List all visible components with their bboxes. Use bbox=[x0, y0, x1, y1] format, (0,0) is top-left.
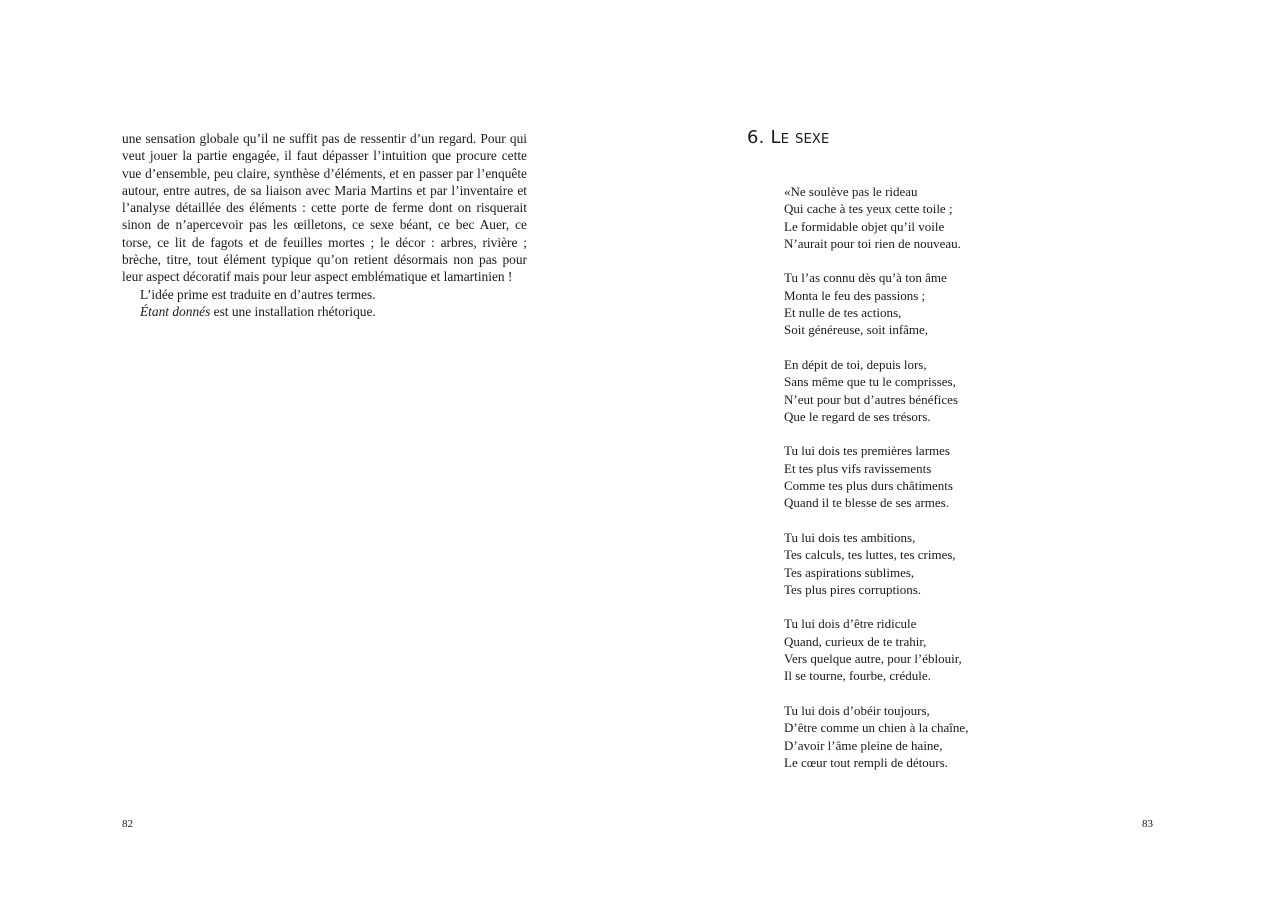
poem-stanza bbox=[784, 269, 968, 338]
poem-line: Il se tourne, fourbe, crédule. bbox=[784, 668, 931, 684]
poem-line: Le cœur tout rempli de détours. bbox=[784, 754, 948, 770]
poem-line: Tu l’as connu dès qu’à ton âme bbox=[784, 270, 947, 286]
prose-paragraph bbox=[122, 303, 527, 320]
poem-line: Quand, curieux de te trahir, bbox=[784, 633, 927, 649]
poem-line: N’eut pour but d’autres bénéfices bbox=[784, 391, 958, 407]
poem-line: Et nulle de tes actions, bbox=[784, 305, 902, 321]
poem-stanza bbox=[784, 702, 968, 771]
poem-line: Le formidable objet qu’il voile bbox=[784, 218, 945, 234]
poem-stanza bbox=[784, 183, 968, 252]
poem-line: Tes aspirations sublimes, bbox=[784, 564, 915, 580]
poem-stanza bbox=[784, 356, 968, 425]
poem-stanza bbox=[784, 442, 968, 511]
poem-line: Tu lui dois tes premières larmes bbox=[784, 443, 950, 459]
work-title: Étant donnés bbox=[140, 303, 211, 319]
poem-line: Quand il te blesse de ses armes. bbox=[784, 495, 949, 511]
poem-line: Soit généreuse, soit infâme, bbox=[784, 322, 929, 338]
poem-line: Et tes plus vifs ravissements bbox=[784, 460, 932, 476]
poem-line: Qui cache à tes yeux cette toile ; bbox=[784, 201, 953, 217]
poem-line: Que le regard de ses trésors. bbox=[784, 408, 931, 424]
poem-line: «Ne soulève pas le rideau bbox=[784, 184, 918, 199]
chapter-title-text: Le sexe bbox=[770, 127, 830, 148]
poem-stanza bbox=[784, 529, 968, 598]
poem-line: D’avoir l’âme pleine de haine, bbox=[784, 737, 943, 753]
poem-line: Monta le feu des passions ; bbox=[784, 287, 926, 303]
poem-line: Tes plus pires corruptions. bbox=[784, 581, 922, 597]
poem-line: Tu lui dois tes ambitions, bbox=[784, 529, 916, 545]
poem-stanza bbox=[784, 615, 968, 684]
poem-line: Sans même que tu le comprisses, bbox=[784, 374, 956, 390]
chapter-number: 6. bbox=[747, 127, 771, 148]
poem-line: Comme tes plus durs châtiments bbox=[784, 478, 953, 494]
poem-line: Tes calculs, tes luttes, tes crimes, bbox=[784, 547, 956, 563]
page-number: 82 bbox=[122, 818, 133, 830]
poem-line: D’être comme un chien à la chaîne, bbox=[784, 720, 969, 736]
poem-line: En dépit de toi, depuis lors, bbox=[784, 356, 927, 372]
prose-paragraph: une sensation globale qu’il ne suffit pas de ressentir d’un regard. Pour qui veut jouer la partie engagée, il faut dépasser l’intuition que procure cette vue d’ensemble, peu claire, synthèse d’éléments, et en passer par l’enquête autour, entre autres, de sa liaison avec Maria Martins et par l’inventaire et l’analyse détaillée des éléments : cette porte de ferme dont on risquerait sinon de n’apercevoir pas les œilletons, ce sexe béant, ce bec Auer, ce torse, ce lit de fagots et de feuilles mortes ; le décor : arbres, rivière ; brèche, titre, tout élément typique qu’on retient désormais non pas pour leur aspect décoratif mais pour leur aspect emblématique et lamartinien ! bbox=[122, 131, 527, 285]
right-page bbox=[636, 0, 1272, 904]
prose-paragraph: L’idée prime est traduite en d’autres termes. bbox=[140, 286, 376, 302]
poem-line: Vers quelque autre, pour l’éblouir, bbox=[784, 651, 962, 667]
poem-line: Tu lui dois d’obéir toujours, bbox=[784, 702, 930, 718]
prose-body bbox=[122, 130, 527, 320]
poem-line: Tu lui dois d’être ridicule bbox=[784, 616, 917, 632]
prose-text: est une installation rhétorique. bbox=[210, 303, 376, 319]
poem-line: N’aurait pour toi rien de nouveau. bbox=[784, 235, 961, 251]
chapter-title bbox=[747, 127, 829, 148]
page-number: 83 bbox=[1142, 818, 1153, 830]
poem bbox=[784, 183, 968, 788]
